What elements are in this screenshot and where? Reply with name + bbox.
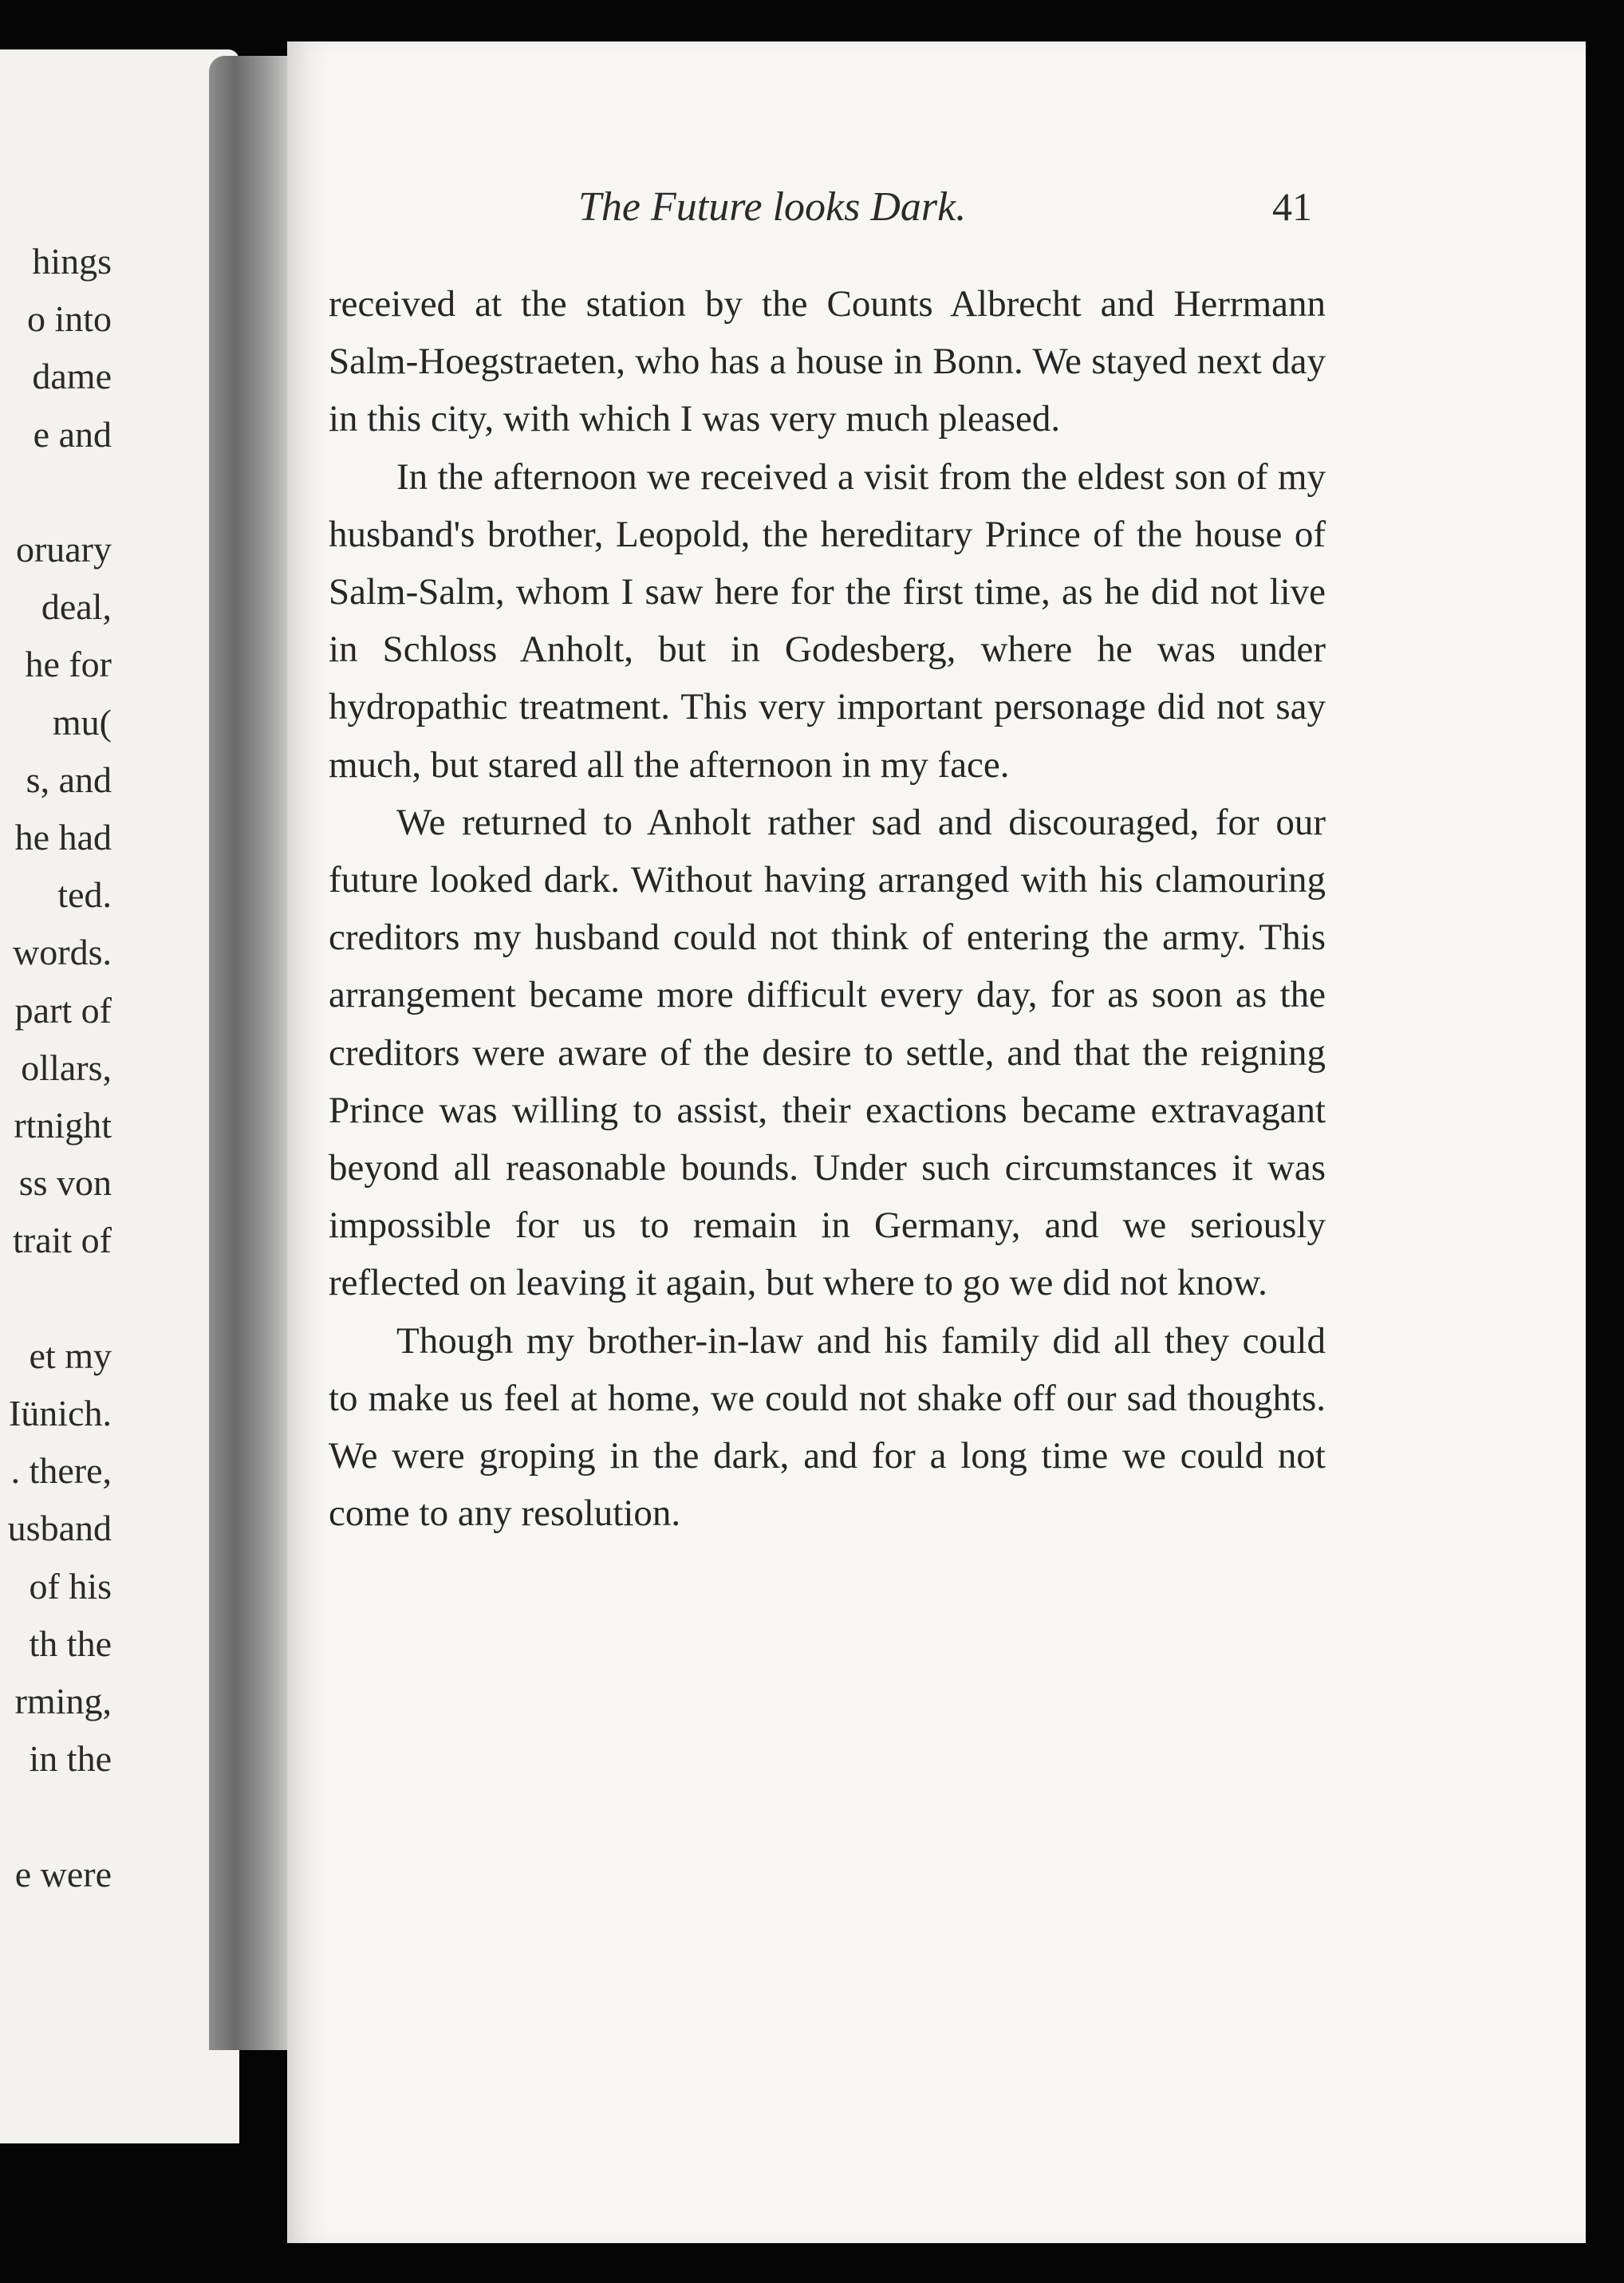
left-page-fragment: oruary (15, 529, 112, 570)
left-page-fragment: ollars, (21, 1047, 112, 1088)
left-page-fragment: et my (29, 1335, 112, 1376)
paragraph: In the afternoon we received a visit from the eldest son of my husband's brother, Leopold, the hereditary Prince of the house of Salm-Salm, whom I saw here for the first time, as he did not live in Schloss Anholt, but in Godesberg, where he was under hydropathic treatment. This very important personage did not say much, but stared all the afternoon in my face. (329, 455, 1326, 786)
page-body (329, 275, 1326, 1542)
left-page-fragment: e were (14, 1853, 112, 1895)
left-page-fragment: rtnight (14, 1105, 112, 1145)
book-gutter (209, 56, 297, 2050)
paragraph: We returned to Anholt rather sad and discouraged, for our future looked dark. Without having arranged with his clamouring creditors my husband could not think of entering the army. This arrangement became more difficult every day, for as soon as the creditors were aware of the desire to settle, and that the reigning Prince was willing to assist, their exactions became extravagant beyond all reasonable bounds. Under such circumstances it was impossible for us to remain in Germany, and we seriously reflected on leaving it again, but where to go we did not know. (329, 801, 1326, 1304)
left-page-fragment: of his (29, 1565, 112, 1607)
left-page-fragment: he for (25, 644, 112, 685)
left-page-fragment: words. (13, 932, 112, 973)
left-page-fragment: trait of (13, 1220, 112, 1261)
left-page-fragment: e and (33, 413, 112, 455)
left-page (0, 49, 239, 2143)
page-number: 41 (1272, 184, 1312, 229)
left-page-fragment: o into (26, 298, 112, 340)
left-page-fragment: s, and (26, 759, 112, 800)
paragraph: received at the station by the Counts Albrecht and Herrmann Salm-Hoegstraeten, who has a house in Bonn. We stayed next day in this city, with which I was very much pleased. (329, 283, 1326, 440)
left-page-fragment: th the (29, 1623, 112, 1664)
paragraph: Though my brother-in-law and his family did all they could to make us feel at home, we could not shake off our sad thoughts. We were groping in the dark, and for a long time we could not come to any resolution. (329, 1319, 1326, 1535)
left-page-fragment: dame (32, 356, 112, 397)
running-head: The Future looks Dark. (578, 184, 967, 230)
left-page-fragment: Iünich. (8, 1393, 112, 1433)
left-page-fragment: usband (7, 1508, 112, 1549)
left-page-fragment: deal, (41, 586, 112, 628)
left-page-fragment: rming, (14, 1681, 112, 1721)
left-page-fragment: ted. (57, 874, 112, 916)
left-page-fragment: mu( (52, 701, 112, 743)
left-page-fragment: ss von (18, 1162, 112, 1204)
left-page-fragment: in the (29, 1738, 112, 1780)
left-page-fragment: he had (14, 817, 112, 858)
left-page-fragment: hings (32, 241, 112, 282)
left-page-fragment: . there, (10, 1450, 112, 1492)
left-page-fragment: part of (14, 989, 112, 1031)
